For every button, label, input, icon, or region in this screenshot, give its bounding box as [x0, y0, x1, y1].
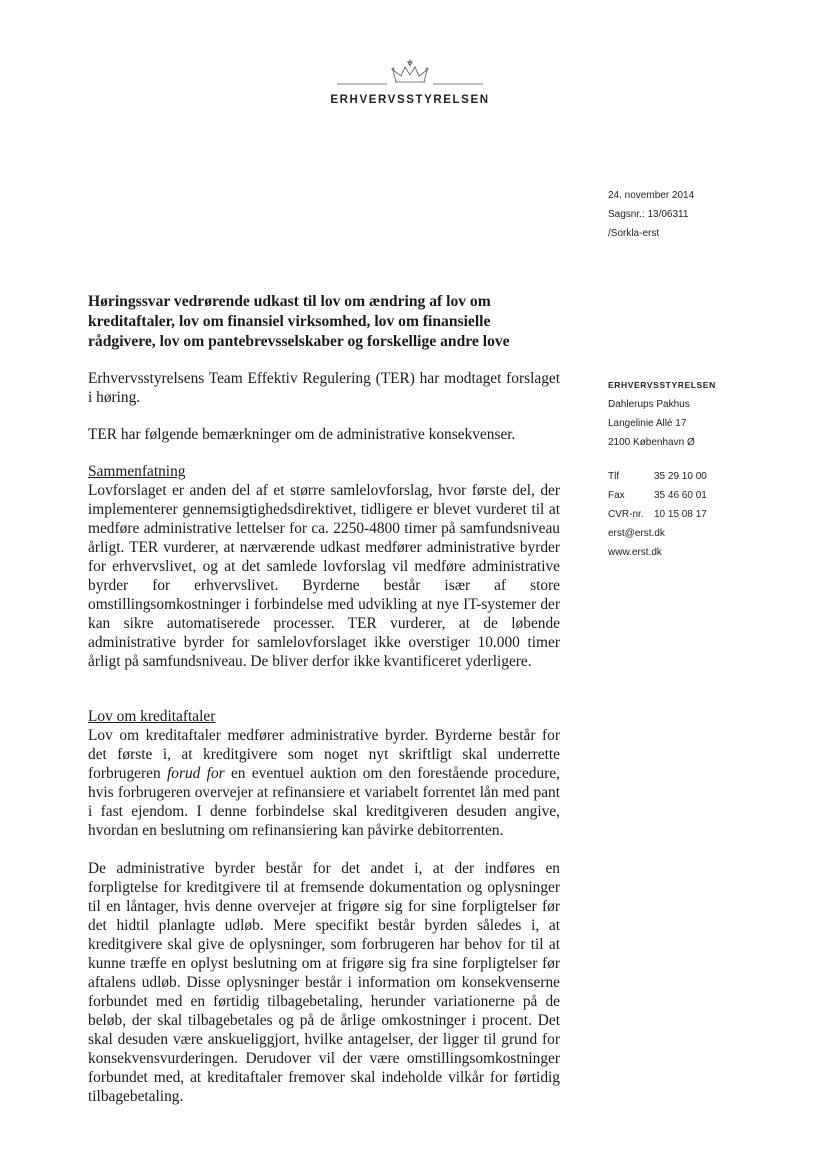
sidebar-org: ERHVERVSSTYRELSEN — [608, 380, 716, 390]
web-link[interactable]: www.erst.dk — [608, 547, 662, 558]
intro-paragraph: Erhvervsstyrelsens Team Effektiv Regulering (TER) har modtaget forslaget i høring. — [88, 370, 560, 406]
phone-label: Tlf — [608, 471, 620, 482]
credit-section — [88, 707, 560, 1106]
reference: /Sorkla-erst — [608, 228, 660, 239]
phone-row — [608, 467, 808, 486]
letter-body — [88, 292, 560, 1106]
fax-value: 35 46 60 01 — [654, 490, 707, 501]
credit-paragraph-2: De administrative byrder består for det andet i, at der indføres en forpligtelse for kreditgivere til at fremsende dokumentation og oplysninger til en låntager, hvis denne overvejer at frigøre sig for sine forpligtelser før det hidtil planlagte udløb. Mere specifikt består byrden således i, at kreditgivere skal give de oplysninger, som forbrugeren har behov for til at kunne træffe en oplyst beslutning om at frigøre sig fra sine forpligtelser før aftalens udløb. Disse oplysninger består i information om konsekvenserne forbundet med en førtidig tilbagebetaling, herunder variationerne på de beløb, der skal tilbagebetales og på de årlige omkostninger i procent. Det skal desuden være anskueliggjort, hvilke antagelser, der ligger til grund for konsekvensvurderingen. Derudover vil der være omstillingsomkostninger forbundet med, at kreditaftaler fremover skal indeholde vilkår for førtidig tilbagebetaling. — [88, 860, 560, 1105]
document-title: Høringssvar vedrørende udkast til lov om ændring af lov om kreditaftaler, lov om finansiel virksomhed, lov om finansielle rådgivere, lov om pantebrevsselskaber og forskellige andre love — [88, 293, 510, 350]
letterhead-logo — [310, 58, 510, 106]
summary-section — [88, 462, 560, 671]
phone-value: 35 29 10 00 — [654, 471, 707, 482]
crown-icon — [335, 58, 485, 92]
case-number: Sagsnr.: 13/06311 — [608, 209, 689, 220]
address-line: 2100 København Ø — [608, 437, 695, 448]
cvr-value: 10 15 08 17 — [654, 509, 707, 520]
credit-paragraph-1 — [88, 726, 560, 840]
remark-paragraph: TER har følgende bemærkninger om de administrative konsekvenser. — [88, 426, 516, 443]
logo-text: ERHVERVSSTYRELSEN — [330, 94, 490, 106]
address-line: Dahlerups Pakhus — [608, 399, 690, 410]
fax-label: Fax — [608, 490, 625, 501]
email-link[interactable]: erst@erst.dk — [608, 528, 665, 539]
fax-row — [608, 486, 808, 505]
summary-text: Lovforslaget er anden del af et større samlelovforslag, hvor første del, der implementerer gennemsigtighedsdirektivet, tidligere er blevet vurderet til at medføre administrative lettelser for ca. 2250-4800 timer på samfundsniveau årligt. TER vurderer, at nærværende udkast medfører administrative byrder for erhvervslivet, og at det samlede lovforslag vil medføre administrative byrder for erhvervslivet. Byrderne består især af store omstillingsomkostninger i forbindelse med udvikling at nye IT-systemer der kan sikre automatiserede processer. TER vurderer, at de løbende administrative byrder for samlelovforslaget ikke overstiger 10.000 timer årligt på samfundsniveau. De bliver derfor ikke kvantificeret yderligere. — [88, 482, 560, 670]
cvr-label: CVR-nr. — [608, 509, 644, 520]
address-line: Langelinie Allé 17 — [608, 418, 687, 429]
credit-text-b: en eventuel auktion om den forestående procedure, hvis forbrugeren overvejer at refinansiere et variabelt forrentet lån med pant i fast ejendom. I denne forbindelse skal kreditgiveren desuden angive, hvordan en beslutning om refinansiering kan påvirke debitorrenten. — [88, 765, 560, 839]
credit-text-a: Lov om kreditaftaler medfører administrative byrder. Byrderne består for det første i, at kreditgivere som noget nyt skriftligt skal underrette forbrugeren — [88, 727, 560, 782]
cvr-row — [608, 505, 808, 524]
document-date: 24. november 2014 — [608, 190, 695, 201]
credit-heading: Lov om kreditaftaler — [88, 708, 216, 725]
document-meta — [608, 186, 694, 243]
summary-heading: Sammenfatning — [88, 463, 186, 480]
contact-sidebar — [608, 376, 808, 562]
credit-text-emphasis: forud for — [166, 765, 225, 782]
